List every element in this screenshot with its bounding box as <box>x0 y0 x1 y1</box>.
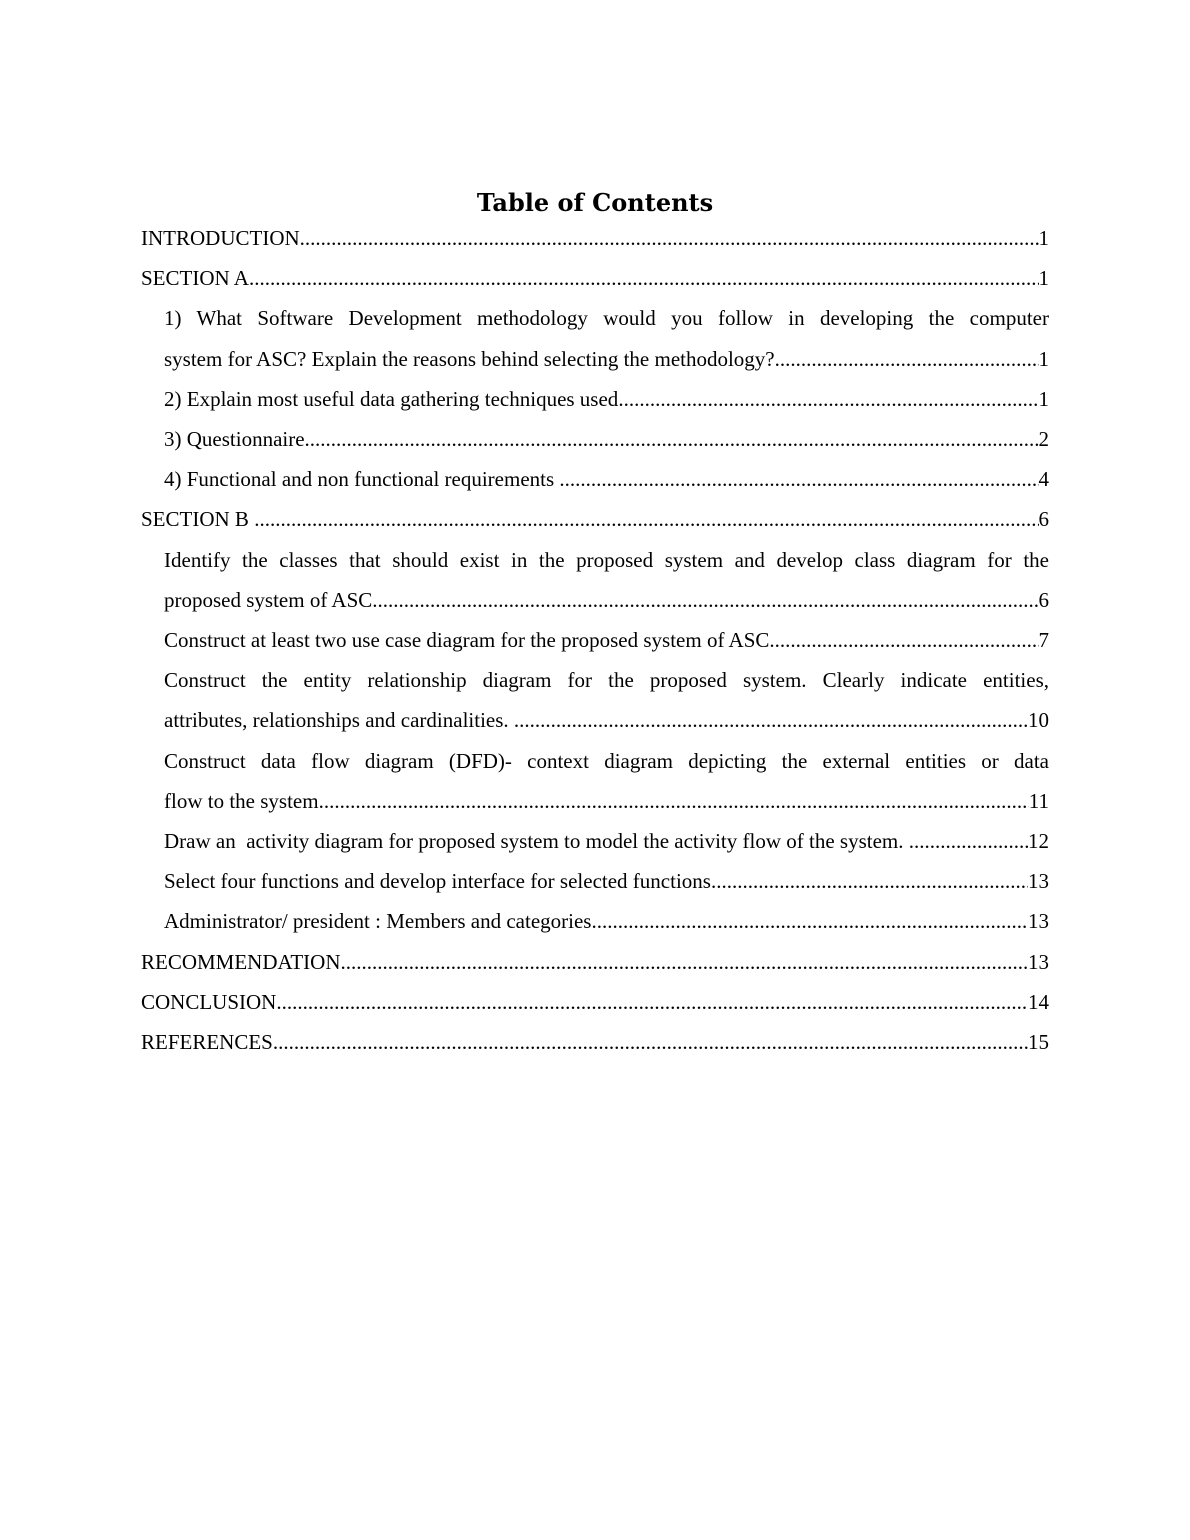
toc-page-number: 14 <box>1028 989 1049 1014</box>
dot-leader <box>372 580 1038 620</box>
toc-entry-text: flow to the system <box>164 788 319 813</box>
toc-page-number: 1 <box>1038 386 1049 411</box>
toc-entry-text: SECTION A <box>141 266 249 291</box>
toc-entry-recommendation[interactable] <box>141 942 1049 982</box>
toc-page-number: 4 <box>1038 467 1049 492</box>
toc-entry-text: proposed system of ASC <box>164 587 373 612</box>
toc-page-number: 11 <box>1028 788 1049 813</box>
toc-entry-text: system for ASC? Explain the reasons behind selecting the methodology? <box>164 346 775 371</box>
toc-entry-er-diagram[interactable] <box>141 660 1049 740</box>
dot-leader <box>305 419 1039 459</box>
toc-entry-text: Draw an activity diagram for proposed system to model the activity flow of the system. <box>164 829 909 854</box>
toc-entry-text: 2) Explain most useful data gathering techniques used <box>164 386 619 411</box>
toc-page-number: 13 <box>1028 949 1049 974</box>
toc-entry-activity-diagram[interactable] <box>141 821 1049 861</box>
toc-entry-section-a[interactable] <box>141 258 1049 298</box>
toc-page-number: 6 <box>1038 587 1049 612</box>
toc-page-number: 13 <box>1028 909 1049 934</box>
toc-entry-introduction[interactable] <box>141 218 1049 258</box>
dot-leader <box>514 700 1028 740</box>
toc-entry-text: RECOMMENDATION <box>141 949 341 974</box>
toc-entry-section-b[interactable] <box>141 499 1049 539</box>
toc-entry-questionnaire[interactable] <box>141 419 1049 459</box>
toc-entry-first-line: Construct the entity relationship diagram for the proposed system. Clearly indicate entities, <box>164 668 1049 693</box>
toc-page-number: 1 <box>1038 346 1049 371</box>
toc-entry-text: INTRODUCTION <box>141 226 300 250</box>
toc-entry-administrator[interactable] <box>141 901 1049 941</box>
toc-entry-text: 4) Functional and non functional requirements <box>164 467 560 492</box>
toc-entry-requirements[interactable] <box>141 459 1049 499</box>
toc-entry-first-line: Identify the classes that should exist in the proposed system and develop class diagram for the <box>164 547 1049 572</box>
toc-entry-text: attributes, relationships and cardinalities. <box>164 708 514 733</box>
toc-page-number: 1 <box>1038 266 1049 291</box>
toc-entry-text: 3) Questionnaire <box>164 427 305 452</box>
toc-entry-interface[interactable] <box>141 861 1049 901</box>
toc-entry-class-diagram[interactable] <box>141 540 1049 620</box>
toc-entry-use-case[interactable] <box>141 620 1049 660</box>
toc-heading: Table of Contents <box>476 188 714 217</box>
toc-page-number: 15 <box>1028 1030 1049 1055</box>
toc-page-number: 13 <box>1028 869 1049 894</box>
toc-entry-text: Construct at least two use case diagram for the proposed system of ASC <box>164 628 770 653</box>
toc-entry-dfd[interactable] <box>141 741 1049 821</box>
dot-leader <box>254 499 1038 539</box>
toc-page-number: 6 <box>1038 507 1049 532</box>
dot-leader <box>341 942 1029 982</box>
toc-entry-conclusion[interactable] <box>141 982 1049 1022</box>
toc-entry-first-line: 1) What Software Development methodology would you follow in developing the computer <box>164 306 1049 331</box>
toc-page-number: 2 <box>1038 427 1049 452</box>
toc-entry-methodology[interactable] <box>141 298 1049 378</box>
toc-entry-text: Select four functions and develop interface for selected functions <box>164 869 711 894</box>
toc-page-number: 7 <box>1038 628 1049 653</box>
dot-leader <box>909 821 1028 861</box>
toc-entry-first-line: Construct data flow diagram (DFD)- context diagram depicting the external entities or data <box>164 748 1049 773</box>
dot-leader <box>249 258 1039 298</box>
toc-page-number: 12 <box>1028 829 1049 854</box>
dot-leader <box>591 901 1028 941</box>
toc-entry-text: CONCLUSION <box>141 989 277 1014</box>
toc-entry-data-gathering[interactable] <box>141 379 1049 419</box>
dot-leader <box>319 781 1029 821</box>
dot-leader <box>300 218 1039 258</box>
toc-page-number: 10 <box>1028 708 1049 733</box>
dot-leader <box>273 1022 1028 1062</box>
dot-leader <box>618 379 1038 419</box>
dot-leader <box>769 620 1038 660</box>
dot-leader <box>276 982 1028 1022</box>
toc-page-number: 1 <box>1038 226 1049 250</box>
toc-entry-text: REFERENCES <box>141 1030 273 1055</box>
toc-entry-text: Administrator/ president : Members and categories <box>164 909 592 934</box>
dot-leader <box>711 861 1028 901</box>
dot-leader <box>775 339 1039 379</box>
toc-entry-text: SECTION B <box>141 507 255 532</box>
table-of-contents <box>141 218 1049 1062</box>
dot-leader <box>559 459 1038 499</box>
toc-entry-references[interactable] <box>141 1022 1049 1062</box>
